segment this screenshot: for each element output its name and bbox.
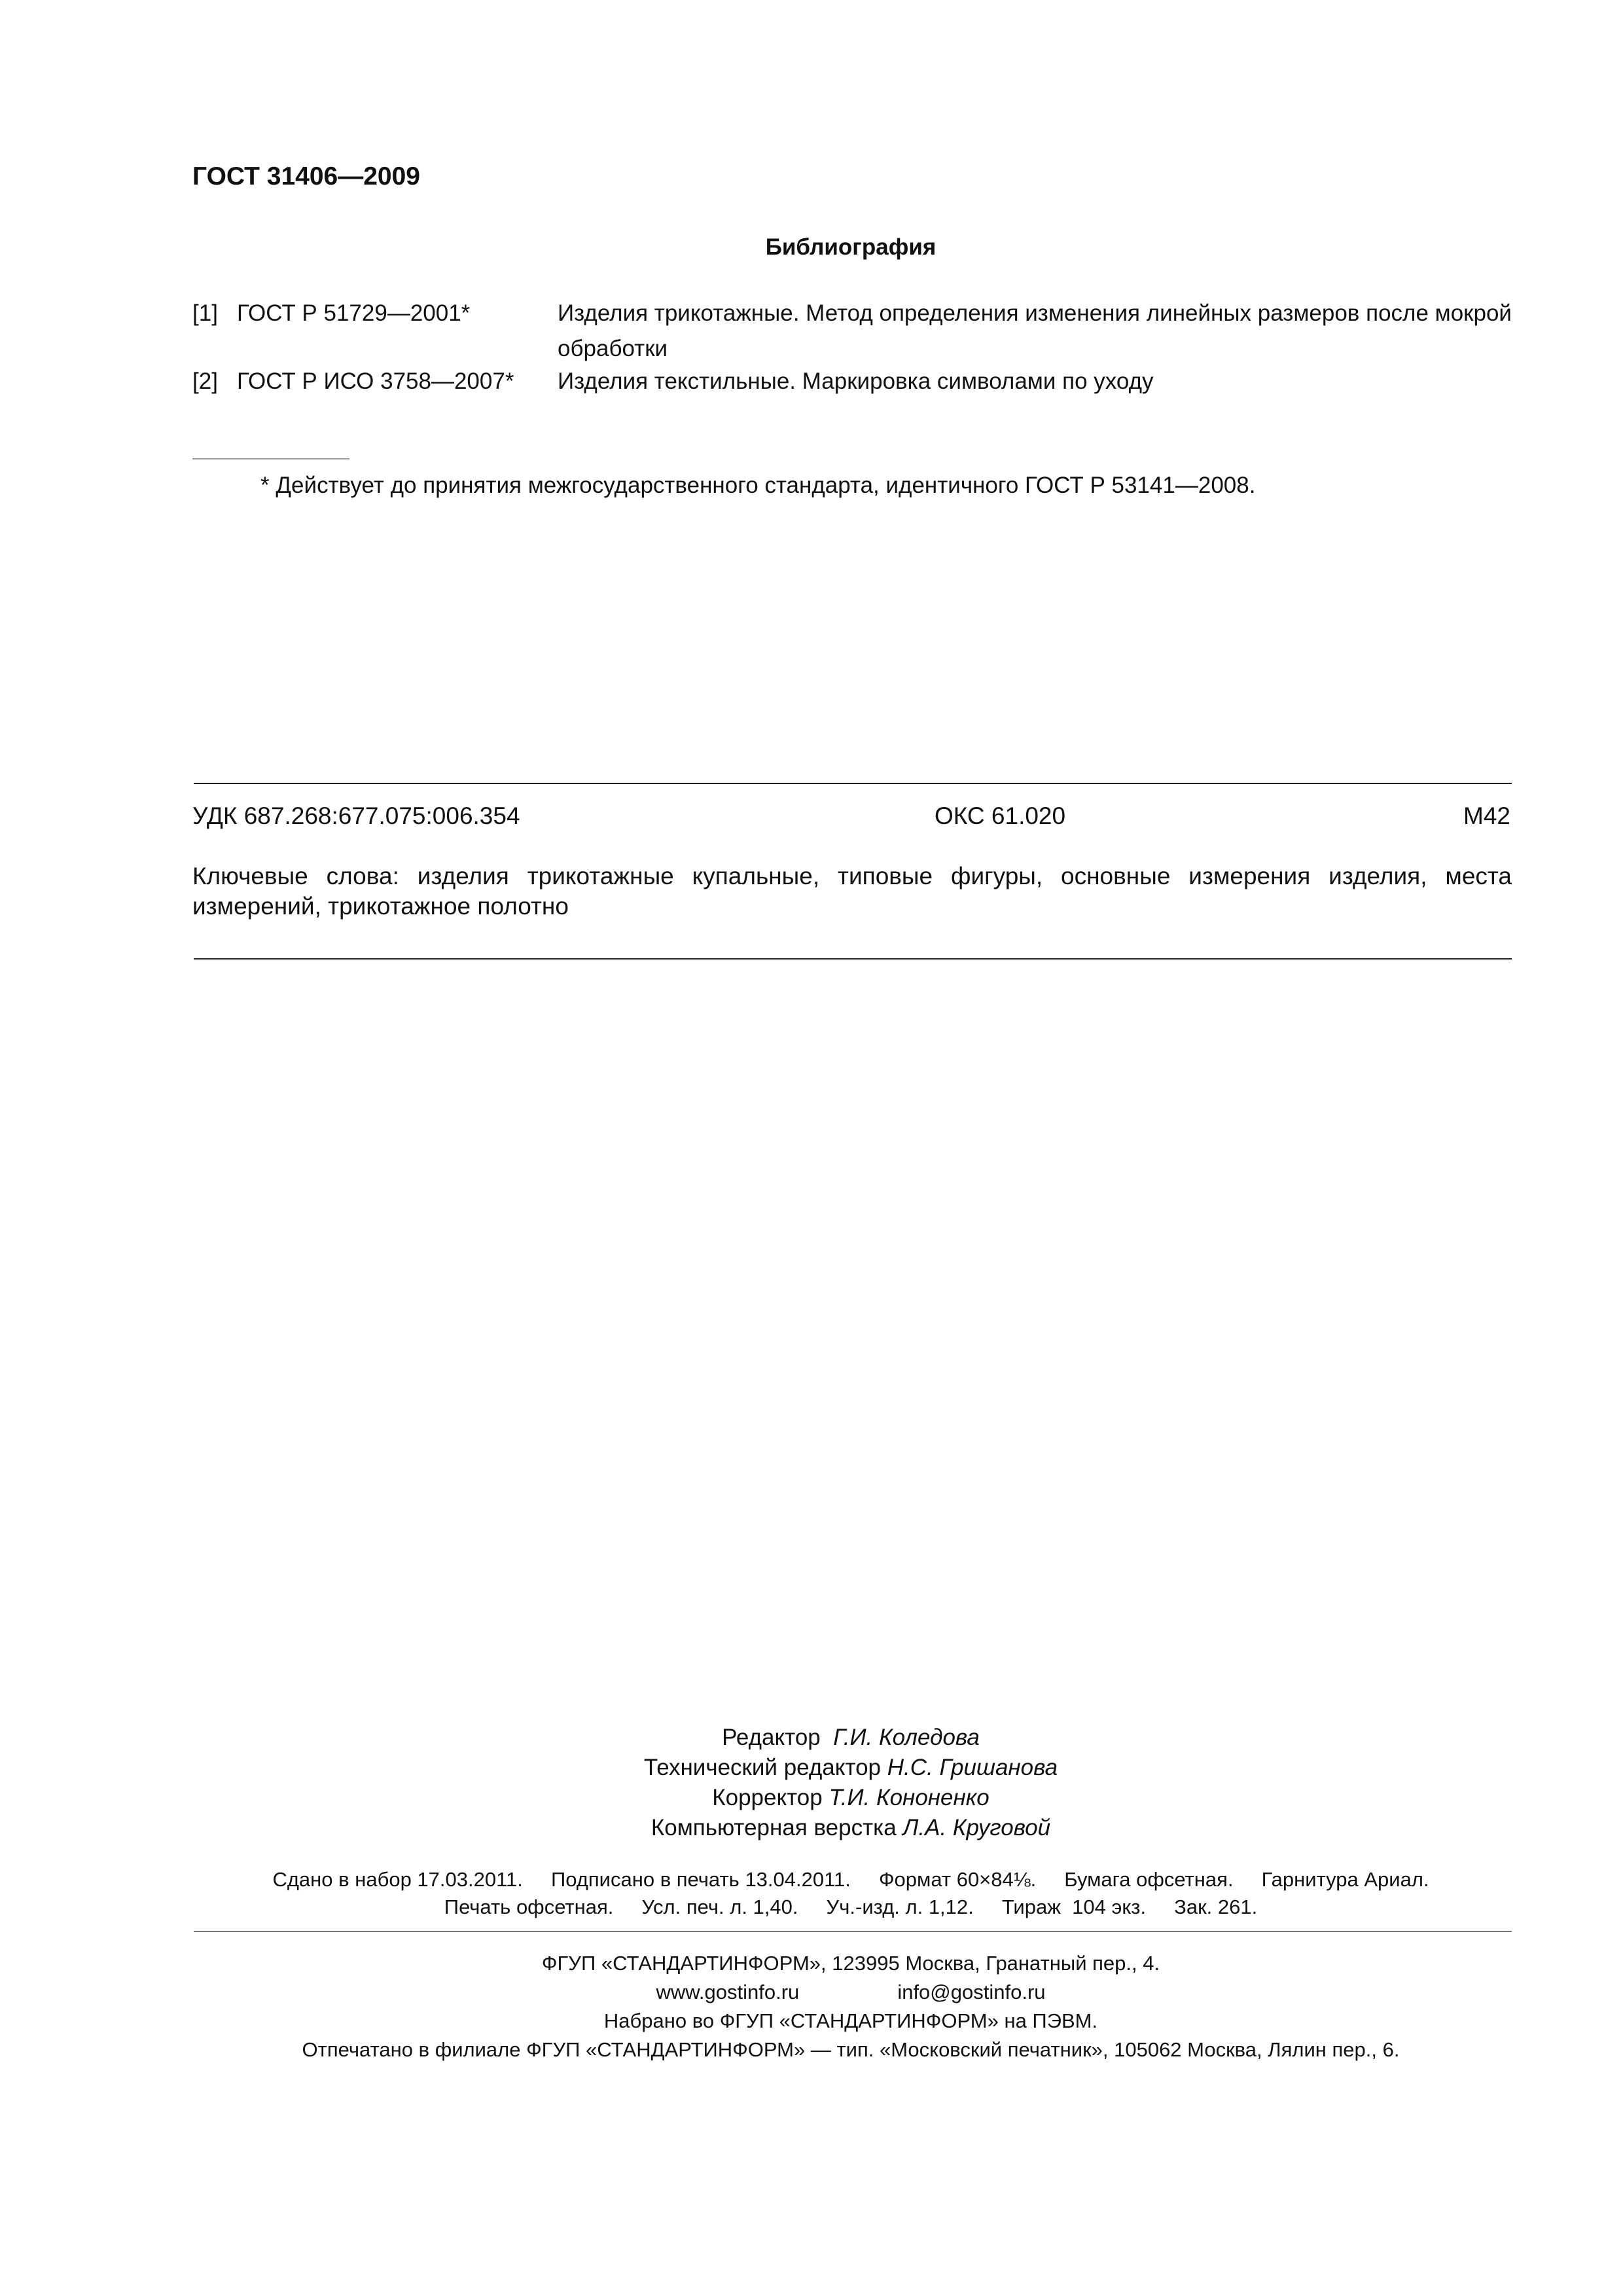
classification-code: М42 — [1463, 802, 1510, 829]
tech-editor-line — [0, 1753, 1623, 1783]
footnote-divider — [192, 458, 349, 459]
footnote: * Действует до принятия межгосударственного стандарта, идентичного ГОСТ Р 53141—2008. — [260, 473, 1256, 498]
editor-label: Редактор — [722, 1725, 821, 1750]
editor-name: Г.И. Коледова — [833, 1725, 980, 1750]
email-link[interactable]: info@gostinfo.ru — [897, 1981, 1046, 2003]
keywords-label: Ключевые слова: — [192, 863, 399, 889]
corrector-name: Т.И. Кононенко — [829, 1785, 990, 1810]
keywords-text: изделия трикотажные купальные, типовые фигуры, основные измерения изделия, места измерений, трикотажное полотно — [192, 863, 1512, 920]
print-info-line-1: Сдано в набор 17.03.2011. Подписано в печать 13.04.2011. Формат 60×84⅛. Бумага офсетная. Гарнитура Ариал. — [272, 1868, 1429, 1891]
udk-code: УДК 687.268:677.075:006.354 — [192, 802, 520, 829]
layout-line — [0, 1813, 1623, 1843]
typeset-info: Набрано во ФГУП «СТАНДАРТИНФОРМ» на ПЭВМ. — [603, 2009, 1098, 2032]
reference-code: ГОСТ Р ИСО 3758—2007* — [237, 368, 514, 394]
tech-editor-label: Технический редактор — [643, 1755, 882, 1780]
reference-number: [1] — [192, 300, 218, 326]
reference-code: ГОСТ Р 51729—2001* — [237, 300, 471, 326]
oks-code: ОКС 61.020 — [935, 802, 1066, 829]
tech-editor-name: Н.С. Гришанова — [887, 1755, 1058, 1780]
print-info-line-2: Печать офсетная. Усл. печ. л. 1,40. Уч.-изд. л. 1,12. Тираж 104 экз. Зак. 261. — [444, 1895, 1258, 1918]
keywords — [192, 861, 1512, 922]
document-code: ГОСТ 31406—2009 — [192, 162, 420, 190]
printed-info: Отпечатано в филиале ФГУП «СТАНДАРТИНФОРМ» — тип. «Московский печатник», 105062 Москва, Лялин пер., 6. — [302, 2038, 1400, 2061]
reference-number: [2] — [192, 368, 218, 394]
layout-label: Компьютерная верстка — [651, 1815, 897, 1840]
corrector-label: Корректор — [712, 1785, 823, 1810]
publisher-divider — [194, 1931, 1512, 1932]
reference-text: Изделия трикотажные. Метод определения изменения линейных размеров после мокрой обработки — [558, 300, 1512, 361]
publisher-contacts — [0, 1978, 1623, 2007]
editor-line — [0, 1723, 1623, 1753]
layout-name: Л.А. Круговой — [902, 1815, 1051, 1840]
publisher-address: ФГУП «СТАНДАРТИНФОРМ», 123995 Москва, Гранатный пер., 4. — [541, 1952, 1160, 1975]
classification-top-rule — [194, 783, 1512, 784]
keywords-bottom-rule — [194, 958, 1512, 960]
reference-text: Изделия текстильные. Маркировка символами по уходу — [558, 368, 1154, 394]
bibliography-title: Библиография — [765, 234, 936, 260]
credits-block — [0, 1723, 1623, 1843]
website-link[interactable]: www.gostinfo.ru — [656, 1981, 800, 2003]
corrector-line — [0, 1783, 1623, 1813]
